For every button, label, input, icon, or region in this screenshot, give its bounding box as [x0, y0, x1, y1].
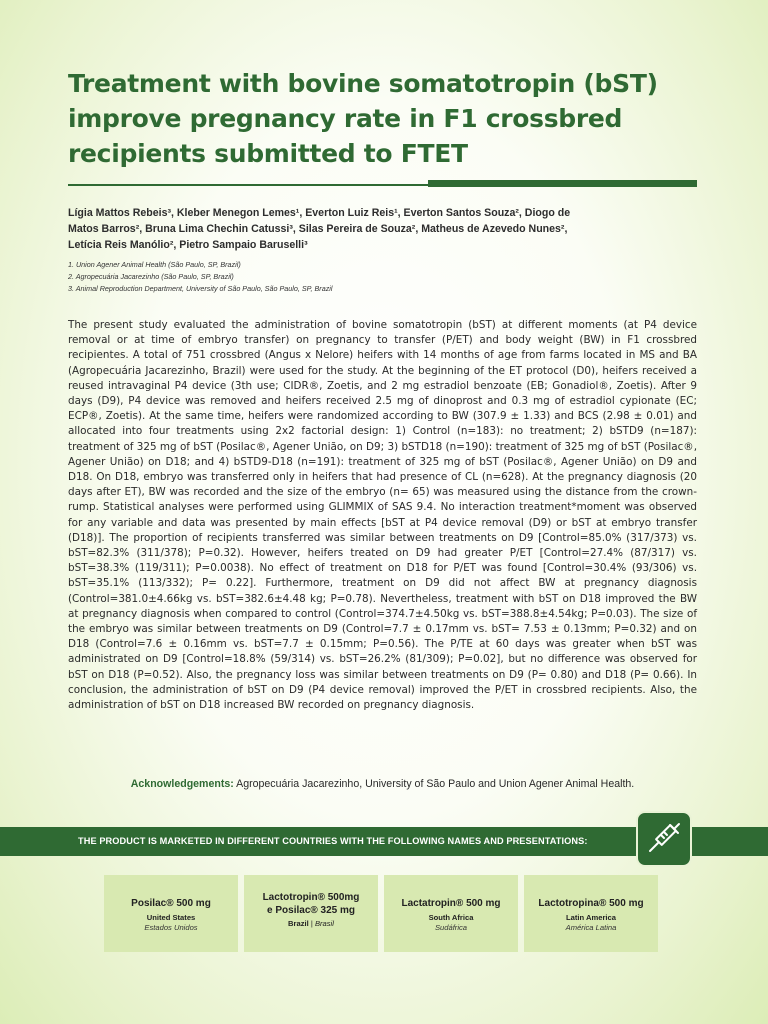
title-rule-accent: [428, 180, 697, 187]
syringe-icon: [636, 811, 692, 867]
affiliation-3: 3. Animal Reproduction Department, University of São Paulo, São Paulo, SP, Brazil: [68, 284, 333, 293]
product-country: United States: [146, 913, 196, 922]
product-country-inline: [244, 918, 378, 929]
product-banner-text: THE PRODUCT IS MARKETED IN DIFFERENT COUNTRIES WITH THE FOLLOWING NAMES AND PRESENTATIONS:: [78, 836, 588, 846]
product-country-local: América Latina: [565, 923, 617, 932]
title-rule: [68, 184, 428, 186]
article-title: Treatment with bovine somatotropin (bST) improve pregnancy rate in F1 crossbred recipients submitted to FTET: [68, 69, 658, 168]
product-card-us: [104, 875, 238, 952]
product-name-line1: Lactotropin® 500mg: [262, 892, 360, 903]
product-name-line2: e Posilac® 325 mg: [267, 905, 355, 916]
abstract-text: The present study evaluated the administration of bovine somatotropin (bST) at different moments (at P4 device removal or at time of embryo transfer) on pregnancy to transfer (P/ET) and body weight (BW) in F1 crossbred recipientes. A total of 751 crossbred (Angus x Nelore) heifers with 14 months of age from farms located in MS and BA (Agropecuária Jacarezinho, Brazil) were used for the study. At the beginning of the ET protocol (D0), heifers received a reused intravaginal P4 device (3th use; CIDR®, Zoetis, and 2 mg estradiol benzoate (EB; Gonadiol®, Zoetis). After 9 days (D9), P4 device was removed and heifers received 2.5 mg of dinoprost and 0.3 mg of estradiol cypionate (EC; ECP®, Zoetis). At the same time, heifers were randomized according to BW (307.9 ± 1.33) and BCS (2.98 ± 0.01) and allocated into four treatments using 2x2 factorial design: 1) Control (n=183): no treatment; 2) bSTD9 (n=187): treatment of 325 mg of bST (Posilac®, Agener União, on D9; 3) bSTD18 (n=190): treatment of 325 mg of bST (Posilac®, Agener União) on D18; and 4) bSTD9-D18 (n=191): treatment of 325 mg of bST (Posilac®, Agener União) on D9 and D18. On D18, embryo was transferred only in heifers that had presence of CL (n=628). At the pregnancy diagnosis (20 days after ET), BW was recorded and the size of the embryo (n= 65) was measured using the distance from the crown-rump. Statistical analyses were performed using GLIMMIX of SAS 9.4. No interaction treatment*moment was observed for any variable and data was presented by main effects [bST at P4 device removal (D9) or bST at embryo transfer (D18)]. The proportion of recipients transferred was similar between treatments on D9 [Control=85.0% (317/373) vs. bST=82.3% (311/378); P=0.32). However, heifers treated on D9 had greater P/ET [Control=27.4% (87/317) vs. bST=38.3% (119/311); P=0.0038). No effect of treatment on D18 for P/ET was found [Control=30.4% (93/306) vs. bST=35.1% (113/332); P= 0.22]. Furthermore, treatment on D9 did not affect BW at pregnancy diagnosis (Control=381.0±4.66kg vs. bST=382.6±4.48 kg; P=0.78). Nevertheless, treatment with bST on D18 improved the BW at pregnancy diagnosis when compared to control (Control=374.7±4.50kg vs. bST=388.8±4.54kg; P=0.03). The size of the embryo was similar between treatments on D9 (Control=7.7 ± 0.17mm vs. bST= 7.53 ± 0.13mm; P=0.32) and on D18 (Control=7.6 ± 0.16mm vs. bST=7.7 ± 0.15mm; P=0.56). The P/TE at 60 days was greater when bST was administrated on D9 [Control=18.8% (59/314) vs. bST=26.2% (81/309); P=0.02], but no difference was observed for bST on D18 (P=0.52). Also, the pregnancy loss was similar between treatments on D9 (P= 0.80) and D18 (P= 0.66). In conclusion, the administration of bST on D9 (P4 device removal) improved the P/ET in crossbred recipients. Also, the administration of bST on D18 increased BW recorded on pregnancy diagnosis.: [68, 319, 697, 712]
affiliations: [68, 259, 688, 295]
product-name: Lactatropin® 500 mg: [401, 898, 501, 909]
product-name: Posilac® 500 mg: [131, 898, 211, 909]
product-card-latin-america: [524, 875, 658, 952]
syringe-icon-graphic: [644, 819, 684, 859]
product-card-south-africa: [384, 875, 518, 952]
author-list: Lígia Mattos Rebeis³, Kleber Menegon Lemes¹, Everton Luiz Reis¹, Everton Santos Souza², Diogo de Matos Barros², Bruna Lima Chechin Catussi³, Silas Pereira de Souza², Matheus de Azevedo Nunes², Letícia Reis Manólio², Pietro Sampaio Baruselli³: [68, 207, 571, 251]
product-name: Lactotropina® 500 mg: [538, 898, 644, 909]
product-card-brazil: [244, 875, 378, 952]
product-country-local: Brasil: [314, 919, 334, 928]
product-country: Latin America: [566, 913, 616, 922]
acknowledgements: [68, 778, 697, 790]
product-country-separator: |: [308, 919, 315, 928]
product-country: South Africa: [428, 913, 474, 922]
affiliation-1: 1. Union Agener Animal Health (São Paulo, SP, Brazil): [68, 260, 241, 269]
product-country-local: Estados Unidos: [144, 923, 198, 932]
acknowledgements-label: Acknowledgements:: [130, 778, 234, 790]
product-country-local: Sudáfrica: [434, 923, 468, 932]
acknowledgements-text: Agropecuária Jacarezinho, University of São Paulo and Union Agener Animal Health.: [236, 778, 635, 790]
product-country: Brazil: [288, 919, 309, 928]
affiliation-2: 2. Agropecuária Jacarezinho (São Paulo, SP, Brazil): [68, 272, 234, 281]
